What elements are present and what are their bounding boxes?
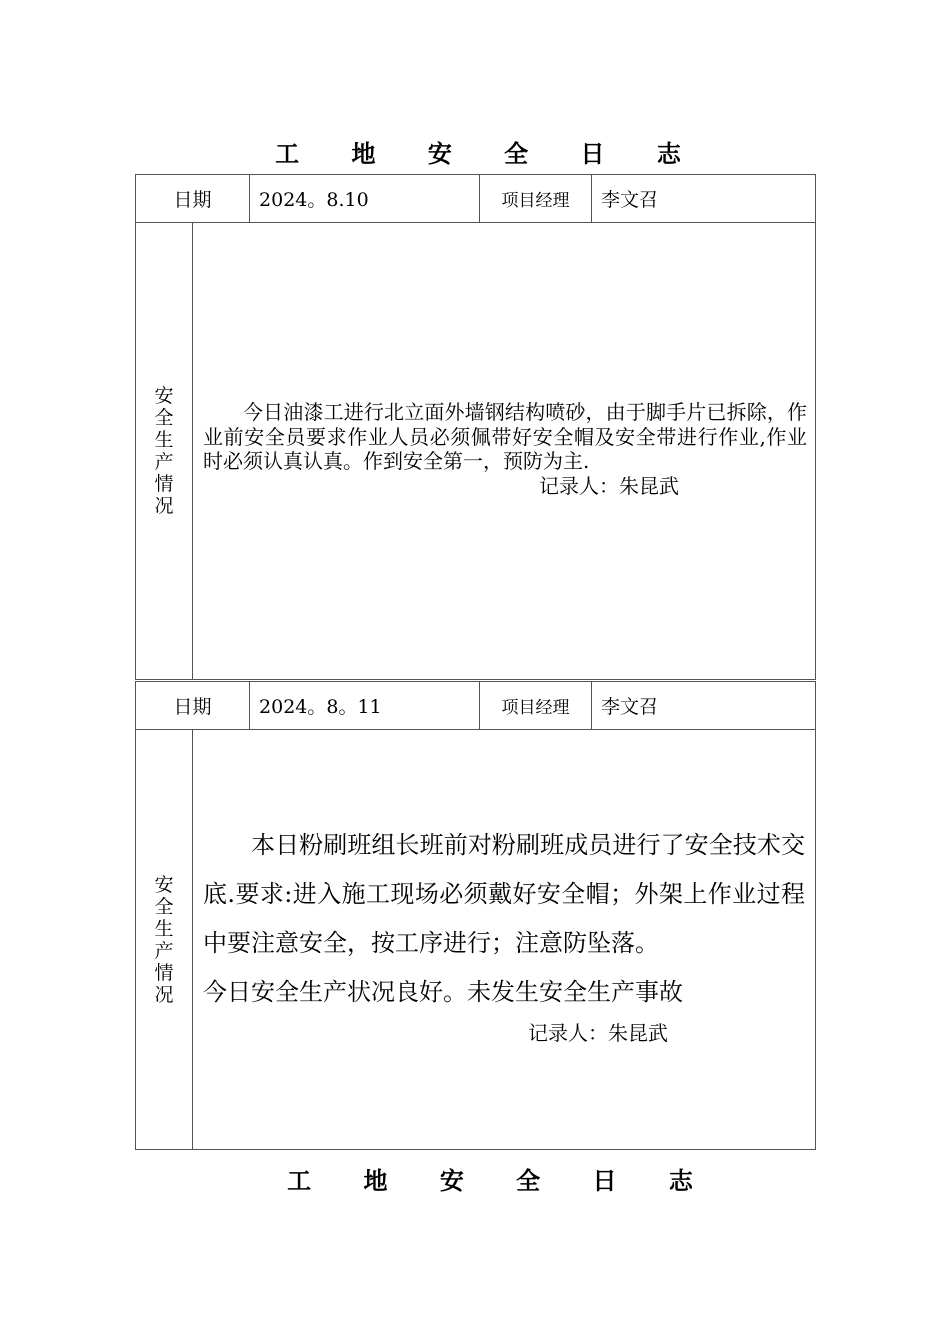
log-header-row [136, 175, 816, 223]
manager-name: 李文召 [592, 682, 816, 730]
log-text: 今日油漆工进行北立面外墙钢结构喷砂，由于脚手片已拆除，作业前安全员要求作业人员必须佩带好安全帽及安全带进行作业,作业时必须认真认真。作到安全第一，预防为主. [203, 400, 808, 474]
safety-status-content [193, 730, 816, 1150]
date-value: 2024。8。11 [250, 682, 480, 730]
safety-status-label: 安 全 生 产 情 况 [136, 223, 193, 680]
date-value: 2024。8.10 [250, 175, 480, 223]
safety-status-label: 安 全 生 产 情 况 [136, 730, 193, 1150]
recorder: 记录人：朱昆武 [539, 473, 679, 498]
log-content-row [136, 223, 816, 680]
log-text: 本日粉刷班组长班前对粉刷班成员进行了安全技术交底.要求:进入施工现场必须戴好安全帽；外架上作业过程中要注意安全，按工序进行；注意防坠落。 [203, 830, 806, 957]
log-summary: 今日安全生产状况良好。未发生安全生产事故 [203, 977, 683, 1006]
page-title-next: 工 地 安 全 日 志 [287, 1167, 715, 1195]
safety-log-table [135, 174, 816, 680]
date-label: 日期 [136, 175, 250, 223]
manager-label: 项目经理 [480, 682, 592, 730]
recorder: 记录人：朱昆武 [528, 1020, 668, 1045]
safety-log-table [135, 681, 816, 1150]
safety-status-content [193, 223, 816, 680]
manager-label: 项目经理 [480, 175, 592, 223]
page-title: 工 地 安 全 日 志 [275, 140, 703, 168]
log-content-row [136, 730, 816, 1150]
date-label: 日期 [136, 682, 250, 730]
manager-name: 李文召 [592, 175, 816, 223]
log-header-row [136, 682, 816, 730]
